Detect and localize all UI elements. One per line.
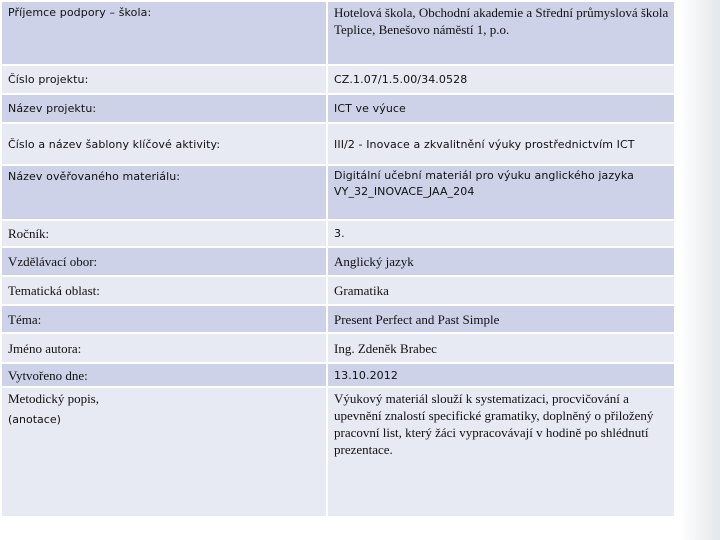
row-label-cell bbox=[1, 387, 327, 517]
row-label: Tematická oblast: bbox=[1, 276, 327, 305]
row-label: Příjemce podpory – škola: bbox=[1, 1, 327, 65]
row-label: Název ověřovaného materiálu: bbox=[1, 165, 327, 220]
table-row bbox=[1, 276, 675, 305]
table-row bbox=[1, 123, 675, 165]
row-label: Vzdělávací obor: bbox=[1, 247, 327, 276]
table-row bbox=[1, 1, 675, 65]
row-label: Metodický popis, bbox=[8, 391, 99, 406]
table-row bbox=[1, 94, 675, 123]
row-value: III/2 - Inovace a zkvalitnění výuky prostřednictvím ICT bbox=[327, 123, 675, 165]
row-label: Ročník: bbox=[1, 220, 327, 247]
row-value: ICT ve výuce bbox=[327, 94, 675, 123]
table-row bbox=[1, 65, 675, 94]
row-value: Present Perfect and Past Simple bbox=[327, 305, 675, 333]
row-value: Digitální učební materiál pro výuku anglického jazyka VY_32_INOVACE_JAA_204 bbox=[327, 165, 675, 220]
row-value: Hotelová škola, Obchodní akademie a Střední průmyslová škola Teplice, Benešovo náměstí 1, p.o. bbox=[327, 1, 675, 65]
table-row bbox=[1, 363, 675, 387]
table-row bbox=[1, 305, 675, 333]
row-label: Vytvořeno dne: bbox=[1, 363, 327, 387]
table-row bbox=[1, 165, 675, 220]
row-sublabel: (anotace) bbox=[8, 413, 61, 426]
table-row bbox=[1, 333, 675, 363]
row-label: Číslo a název šablony klíčové aktivity: bbox=[1, 123, 327, 165]
table-row bbox=[1, 220, 675, 247]
row-label: Jméno autora: bbox=[1, 333, 327, 363]
row-value: Ing. Zdeněk Brabec bbox=[327, 333, 675, 363]
row-value: Gramatika bbox=[327, 276, 675, 305]
row-value: 13.10.2012 bbox=[327, 363, 675, 387]
row-value: Anglický jazyk bbox=[327, 247, 675, 276]
row-value: Výukový materiál slouží k systematizaci, procvičování a upevnění znalostí specifické gramatiky, doplněný o přiložený pracovní list, který žáci vypracovávají v hodině po shlédnutí prezentace. bbox=[327, 387, 675, 517]
row-value: 3. bbox=[327, 220, 675, 247]
table-row bbox=[1, 387, 675, 517]
row-label: Číslo projektu: bbox=[1, 65, 327, 94]
row-label: Název projektu: bbox=[1, 94, 327, 123]
row-label: Téma: bbox=[1, 305, 327, 333]
row-value: CZ.1.07/1.5.00/34.0528 bbox=[327, 65, 675, 94]
table-row bbox=[1, 247, 675, 276]
